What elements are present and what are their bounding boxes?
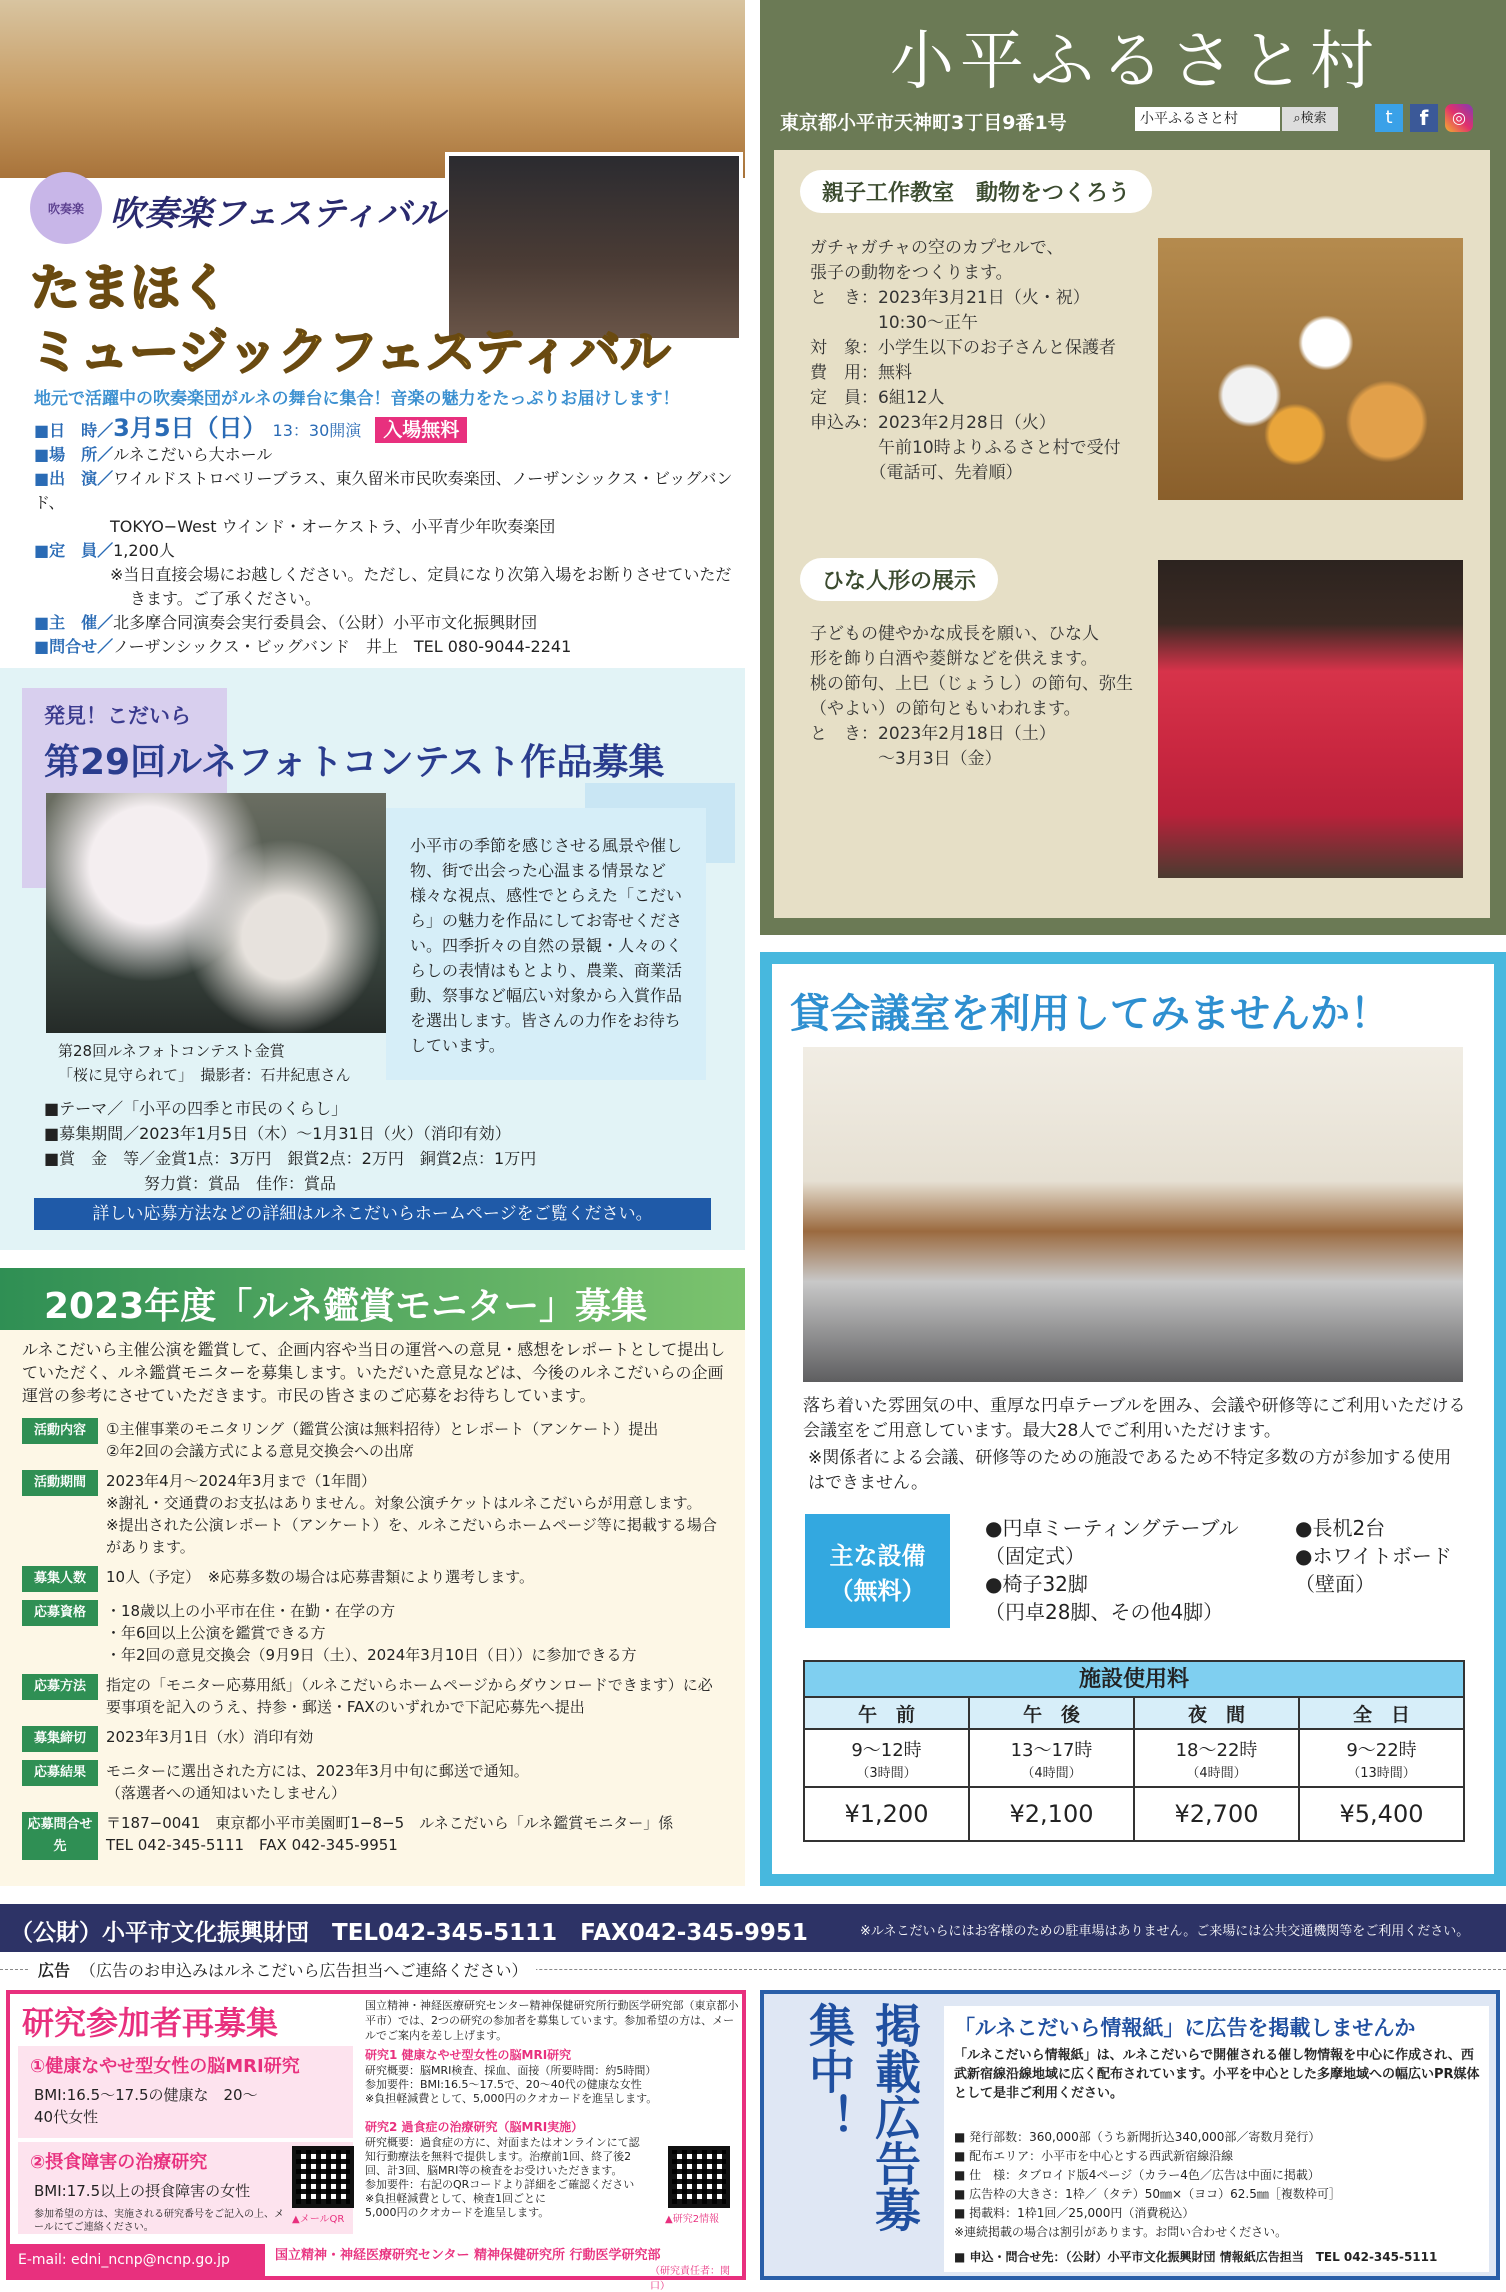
monitor-row-body [106, 1470, 727, 1558]
monitor-row-body [106, 1418, 658, 1462]
research-email[interactable]: E-mail: edni_ncnp@ncnp.go.jp [10, 2244, 265, 2276]
monitor-row-line: 2023年3月1日（水）消印有効 [106, 1728, 314, 1746]
monitor-rows [22, 1418, 727, 1868]
monitor-row [22, 1726, 727, 1752]
monitor-row-label: 応募資格 [22, 1600, 98, 1626]
monitor-intro: ルネこだいら主催公演を鑑賞して、企画内容や当日の運営への意見・感想をレポートとして提出していただく、ルネ鑑賞モニターを募集します。いただいた意見などは、今後のルネこだいらの企画運営の参考にさせていただきます。市民の皆さまのご応募をお待ちしています。 [22, 1340, 726, 1405]
monitor-row [22, 1418, 727, 1462]
fee-price: ¥1,200 [804, 1787, 969, 1841]
monitor-row-line: 2023年4月〜2024年3月まで（1年間） [106, 1472, 376, 1490]
photo-prize-1: ■賞 金 等／金賞1点：3万円 銀賞2点：2万円 銅賞2点：1万円 [44, 1149, 537, 1168]
fee-time-cell [804, 1729, 969, 1787]
instagram-icon[interactable]: ◎ [1445, 104, 1473, 132]
monitor-row-line: TEL 042-345-5111 FAX 042-345-9951 [106, 1836, 398, 1854]
furusato-panel [774, 150, 1490, 918]
ad-info [760, 1990, 1500, 2280]
craft-detail-line: 費 用：無料 [810, 363, 912, 383]
equip-right [1295, 1514, 1452, 1598]
research-line: 参加要件：右記のQRコードより詳細をご確認ください [365, 2178, 635, 2191]
research-s2-body: BMI:17.5以上の摂食障害の女性 [34, 2182, 251, 2200]
fee-hours: （13時間） [1347, 1765, 1416, 1781]
research-r2-title: 研究2 過食症の治療研究（脳MRI実施） [365, 2120, 584, 2134]
monitor-row-label: 募集人数 [22, 1566, 98, 1592]
music-lead: 地元で活躍中の吹奏楽団がルネの舞台に集合！音楽の魅力をたっぷりお届けします！ [34, 389, 680, 409]
festival-logo-title: 吹奏楽フェスティバル [110, 194, 445, 234]
equipment-item: （円卓28脚、その他4脚） [985, 1600, 1224, 1624]
ad-info-headline: 「ルネこだいら情報紙」に広告を掲載しませんか [954, 2016, 1416, 2040]
photo-body: 小平市の季節を感じさせる風景や催し物、街で出会った心温まる情景など様々な視点、感性でとらえた「こだいら」の魅力を作品にしてお寄せください。四季折々の自然の景観・人々のくらしの表情はもとより、農業、商業活動、祭事など幅広い対象から入賞作品を選出します。皆さんの力作をお待ちしています。 [410, 836, 683, 1055]
monitor-row-label: 応募結果 [22, 1760, 98, 1786]
qr-research2-label: ▲研究2情報 [665, 2214, 720, 2225]
research-r2-lines [365, 2136, 645, 2220]
hina-pill: ひな人形の展示 [800, 558, 998, 601]
equip-label: 主な設備（無料） [805, 1514, 950, 1628]
equip-left [985, 1514, 1239, 1626]
craft-details [810, 236, 1170, 486]
research-line: ※負担軽減費として、検査1回ごとに [365, 2192, 546, 2205]
search-button[interactable]: ⌕検索 [1282, 107, 1338, 131]
fee-time-cell [1134, 1729, 1299, 1787]
craft-detail-line: 申込み：2023年2月28日（火） [810, 413, 1056, 433]
fee-time: 9〜22時 [1346, 1739, 1417, 1761]
monitor-title: 2023年度「ルネ鑑賞モニター」募集 [44, 1286, 648, 1327]
monitor-row-line: ※提出された公演レポート（アンケート）を、ルネこだいらホームページ等に掲載する場合があります。 [106, 1516, 717, 1556]
craft-detail-line: 張子の動物をつくります。 [810, 263, 1013, 283]
qr-code-research2[interactable] [668, 2146, 730, 2208]
research-line: 研究概要：脳MRI検査、採血、面接（所要時間：約5時間） [365, 2064, 657, 2077]
music-title-1: たまほく [30, 259, 230, 317]
fee-row [804, 1787, 1464, 1841]
monitor-row-line: 〒187−0041 東京都小平市美園町1−8−5 ルネこだいら「ルネ鑑賞モニター」係 [106, 1814, 674, 1832]
monitor-row-label: 応募方法 [22, 1674, 98, 1700]
craft-detail-line: 定 員：6組12人 [810, 388, 945, 408]
fee-table [803, 1660, 1465, 1842]
research-org-sub: （研究責任者：関口） [650, 2266, 730, 2292]
music-section [0, 0, 745, 655]
room-note: ※関係者による会議、研修等のための施設であるため不特定多数の方が参加する使用はできません。 [808, 1448, 1452, 1493]
monitor-row-line: ・年2回の意見交換会（9月9日（土）、2024年3月10日（日））に参加できる方 [106, 1646, 637, 1664]
monitor-row-line: ②年2回の会議方式による意見交換会への出席 [106, 1442, 414, 1460]
monitor-row-body [106, 1566, 534, 1592]
equipment-item: ●長机2台 [1295, 1516, 1386, 1540]
fee-price: ¥2,700 [1134, 1787, 1299, 1841]
monitor-row-label: 活動期間 [22, 1470, 98, 1496]
ad-info-item: ■ 仕 様：タブロイド版4ページ（カラー4色／広告は中面に掲載） [954, 2168, 1320, 2182]
monitor-row [22, 1760, 727, 1804]
research-s1-title: ①健康なやせ型女性の脳MRI研究 [30, 2056, 300, 2077]
hina-detail-line: 子どもの健やかな成長を願い、ひな人 [810, 624, 1099, 644]
monitor-row-body [106, 1600, 636, 1666]
hina-detail-line: 〜3月3日（金） [810, 749, 1002, 769]
monitor-row-label: 応募問合せ先 [22, 1812, 98, 1860]
research-r1-lines [365, 2064, 740, 2106]
furusato-title: 小平ふるさと村 [890, 25, 1380, 99]
fee-hours: （4時間） [1021, 1765, 1082, 1781]
monitor-row [22, 1674, 727, 1718]
ad-info-item: ■ 掲載料：1枠1回／25,000円（消費税込） [954, 2206, 1195, 2220]
monitor-section [0, 1268, 745, 1886]
hina-photo [1158, 560, 1463, 878]
room-photo [803, 1047, 1463, 1382]
fee-row [804, 1697, 1464, 1729]
ad-info-desc: 「ルネこだいら情報紙」は、ルネこだいらで開催される催し物情報を中心に作成され、西武新宿線沿線地域に広く配布されています。小平を中心とした多摩地域への幅広いPR媒体として是非ご利用ください。 [954, 2048, 1480, 2101]
photo-kicker: 発見！こだいら [44, 704, 191, 728]
research-title: 研究参加者再募集 [22, 2004, 279, 2042]
fee-period-header: 夜 間 [1134, 1697, 1299, 1729]
craft-detail-line: 午前10時よりふるさと村で受付 [810, 438, 1121, 458]
photo-theme: ■テーマ／「小平の四季と市民のくらし」 [44, 1099, 348, 1118]
monitor-row-line: ・18歳以上の小平市在住・在勤・在学の方 [106, 1602, 396, 1620]
craft-detail-line: ガチャガチャの空のカプセルで、 [810, 238, 1064, 258]
qr-code-mail[interactable] [292, 2146, 354, 2208]
monitor-row [22, 1812, 727, 1860]
festival-logo: 吹奏楽 [30, 172, 102, 244]
monitor-row [22, 1470, 727, 1558]
equipment-item: ●円卓ミーティングテーブル [985, 1516, 1239, 1540]
ad-research [6, 1990, 746, 2292]
free-badge: 入場無料 [375, 417, 467, 443]
fee-price: ¥5,400 [1299, 1787, 1464, 1841]
research-line: 参加要件：BMI:16.5〜17.5で、20〜40代の健康な女性 [365, 2078, 642, 2091]
monitor-row [22, 1566, 727, 1592]
research-s2-title: ②摂食障害の治療研究 [30, 2152, 208, 2173]
fee-time: 18〜22時 [1175, 1739, 1258, 1761]
equipment-item: （固定式） [985, 1544, 1085, 1568]
craft-photo [1158, 238, 1463, 500]
monitor-row-body [106, 1812, 673, 1860]
fee-grid [803, 1696, 1465, 1842]
facebook-icon[interactable]: f [1410, 104, 1438, 132]
ad-info-item: ■ 配布エリア：小平市を中心とする西武新宿線沿線 [954, 2149, 1234, 2163]
ad-label: 広告 [38, 1961, 71, 1980]
room-title: 貸会議室を利用してみませんか！ [790, 991, 1390, 1037]
search-input[interactable]: 小平ふるさと村 [1135, 107, 1280, 131]
fee-time-cell [969, 1729, 1134, 1787]
ad-header: 広告 （広告のお申込みはルネこだいら広告担当へご連絡ください） [0, 1955, 1506, 1985]
ad-info-items [954, 2128, 1484, 2242]
monitor-row-line: ①主催事業のモニタリング（鑑賞公演は無料招待）とレポート（アンケート）提出 [106, 1420, 659, 1438]
photo-caption-2: 「桜に見守られて」 撮影者：石井紀恵さん [58, 1066, 351, 1084]
photo-prize-2: 努力賞：賞品 佳作：賞品 [144, 1174, 337, 1193]
monitor-row-body [106, 1726, 313, 1752]
fee-title: 施設使用料 [803, 1660, 1465, 1696]
fee-period-header: 全 日 [1299, 1697, 1464, 1729]
qr-mail-label: ▲メールQR [292, 2214, 345, 2225]
hina-details [810, 622, 1170, 772]
music-date: 3月5日（日） [113, 414, 267, 442]
research-line: 5,000円のクオカードを進呈します。 [365, 2206, 550, 2219]
craft-detail-line: と き：2023年3月21日（火・祝） [810, 288, 1090, 308]
monitor-row-line: 指定の「モニター応募用紙」（ルネこだいらホームページからダウンロードできます）に必要事項を記入のうえ、持参・郵送・FAXのいずれかで下記応募先へ提出 [106, 1676, 713, 1716]
music-details: ■日 時／3月5日（日） 13：30開演 入場無料 ■場 所／ルネこだいら大ホール ■出 演／ワイルドストロベリーブラス、東久留米市民吹奏楽団、ノーザンシックス・ビッグバンド、 TOKYO−West ウインド・オーケストラ、小平青少年吹奏楽団 ■定 員／1,200人 ※当日直接会場にお越しください。ただし、定員になり次第入場をお断りさせていただ きます。ご了承ください。 ■主 催／北多摩合同演奏会実行委員会、（公財）小平市文化振興財団 ■問合せ／ノーザンシックス・ビッグバンド 井上 TEL 080-9044-2241 [34, 414, 733, 656]
room-desc: 落ち着いた雰囲気の中、重厚な円卓テーブルを囲み、会議や研修等にご利用いただける会議室をご用意しています。最大28人でご利用いただけます。 [803, 1396, 1466, 1441]
parking-note: ※ルネこだいらにはお客様のための駐車場はありません。ご来場には公共交通機関等をご利用ください。 [860, 1924, 1470, 1939]
ad-info-item: ■ 発行部数：360,000部（うち新聞折込340,000部／寄数月発行） [954, 2130, 1321, 2144]
craft-detail-line: 10:30〜正午 [810, 313, 978, 333]
furusato-address: 東京都小平市天神町3丁目9番1号 [780, 112, 1067, 134]
ad-info-contact: ■ 申込・問合せ先：（公財）小平市文化振興財団 情報紙広告担当 TEL 042-345-5111 [954, 2250, 1438, 2264]
furusato-section [760, 0, 1506, 935]
ad-info-item: ■ 広告枠の大きさ：1枠／（タテ）50㎜×（ヨコ）62.5㎜［複数枠可］ [954, 2187, 1341, 2201]
fee-hours: （3時間） [856, 1765, 917, 1781]
monitor-row-body [106, 1760, 529, 1804]
fee-row [804, 1729, 1464, 1787]
hina-detail-line: 形を飾り白酒や菱餅などを供えます。 [810, 649, 1098, 669]
research-s1-body: BMI:16.5〜17.5の健康な 20〜40代女性 [34, 2086, 258, 2126]
music-title-2: ミュージックフェスティバル [30, 323, 671, 381]
equipment-item: ●椅子32脚 [985, 1572, 1088, 1596]
research-line: 研究概要：過食症の方に、対面またはオンラインにて認知行動療法を無料で提供します。治療前1回、終了後2回、計3回、脳MRI等の検査をお受けいただきます。 [365, 2136, 640, 2177]
research-org: 国立精神・神経医療研究センター 精神保健研究所 行動医学研究部 [275, 2248, 661, 2263]
monitor-row-body [106, 1674, 727, 1718]
fee-period-header: 午 前 [804, 1697, 969, 1729]
blossom-photo [46, 793, 386, 1033]
fee-period-header: 午 後 [969, 1697, 1134, 1729]
fee-time-cell [1299, 1729, 1464, 1787]
monitor-row-label: 募集締切 [22, 1726, 98, 1752]
room-section [760, 952, 1506, 1886]
search-icon: ⌕ [1293, 111, 1301, 126]
photo-caption-1: 第28回ルネフォトコンテスト金賞 [58, 1042, 285, 1060]
research-r1-title: 研究1 健康なやせ型女性の脳MRI研究 [365, 2048, 572, 2062]
monitor-row-line: ※謝礼・交通費のお支払はありません。対象公演チケットはルネこだいらが用意します。 [106, 1494, 702, 1512]
research-line: ※負担軽減費として、5,000円のクオカードを進呈します。 [365, 2092, 658, 2105]
monitor-row-line: モニターに選出された方には、2023年3月中旬に郵送で通知。 [106, 1762, 529, 1780]
craft-detail-line: 対 象：小学生以下のお子さんと保護者 [810, 338, 1116, 358]
equipment-item: ●ホワイトボード [1295, 1544, 1452, 1568]
research-left-note: 参加希望の方は、実施される研究番号をご記入の上、メールにてご連絡ください。 [34, 2209, 284, 2233]
craft-pill: 親子工作教室 動物をつくろう [800, 170, 1152, 213]
fee-time: 9〜12時 [851, 1739, 922, 1761]
hina-detail-line: と き：2023年2月18日（土） [810, 724, 1056, 744]
monitor-row-label: 活動内容 [22, 1418, 98, 1444]
ad-vertical-text: 掲載広告募集中！ [802, 2002, 922, 2232]
fee-price: ¥2,100 [969, 1787, 1134, 1841]
monitor-row-line: 10人（予定） ※応募多数の場合は応募書類により選考します。 [106, 1568, 534, 1586]
twitter-icon[interactable]: t [1375, 104, 1403, 132]
monitor-row-line: （落選者への通知はいたしません） [106, 1784, 347, 1802]
photo-contest-section [0, 668, 745, 1250]
ad-info-item: ※連続掲載の場合は割引があります。お問い合わせください。 [954, 2225, 1288, 2239]
monitor-row-line: ・年6回以上公演を鑑賞できる方 [106, 1624, 326, 1642]
org-contact: （公財）小平市文化振興財団 TEL042-345-5111 FAX042-345-9951 [10, 1920, 808, 1946]
photo-footer-bar: 詳しい応募方法などの詳細はルネこだいらホームページをご覧ください。 [34, 1198, 711, 1230]
craft-detail-line: （電話可、先着順） [810, 463, 1023, 483]
fee-hours: （4時間） [1186, 1765, 1247, 1781]
hina-detail-line: （やよい）の節句ともいわれます。 [810, 699, 1081, 719]
org-bar [0, 1904, 1506, 1952]
monitor-row [22, 1600, 727, 1666]
fee-time: 13〜17時 [1010, 1739, 1093, 1761]
equipment-item: （壁面） [1295, 1572, 1375, 1596]
photo-title: 第29回ルネフォトコンテスト作品募集 [44, 742, 665, 783]
photo-period: ■募集期間／2023年1月5日（木）〜1月31日（火）（消印有効） [44, 1124, 511, 1143]
hina-detail-line: 桃の節句、上巳（じょうし）の節句、弥生 [810, 674, 1133, 694]
research-intro: 国立精神・神経医療研究センター精神保健研究所行動医学研究部（東京都小平市）では、2つの研究の参加者を募集しています。参加希望の方は、メールでご案内を差し上げます。 [365, 1999, 739, 2042]
